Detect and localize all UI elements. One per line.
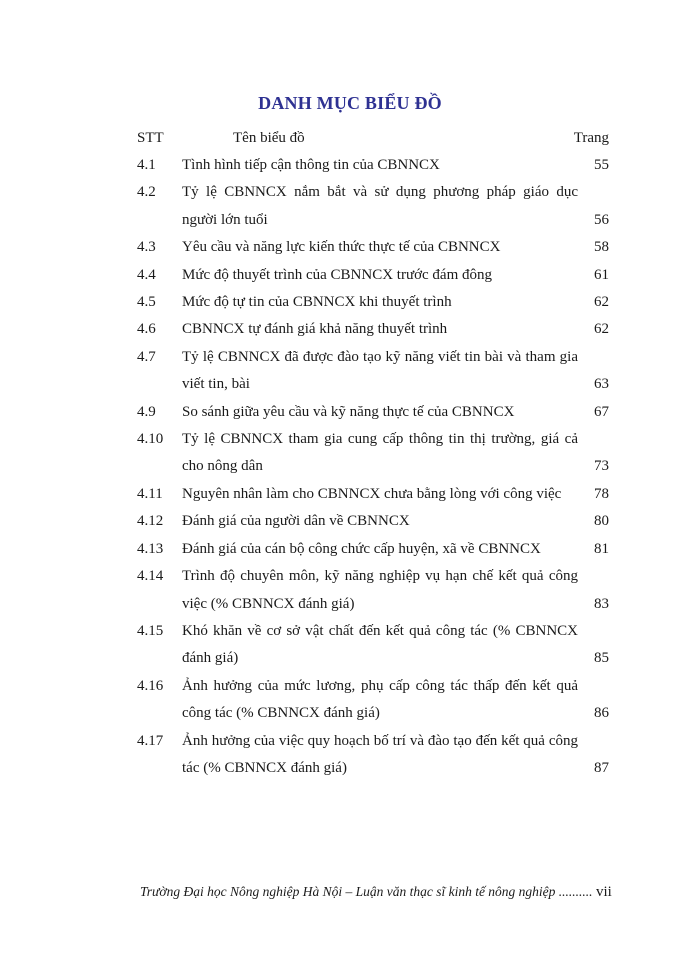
list-item [0, 152, 700, 179]
list-item [0, 618, 700, 673]
chart-title-line: Tình hình tiếp cận thông tin của CBNNCX [182, 157, 440, 173]
footer-page-number: vii [595, 884, 612, 900]
chart-title-line: Ảnh hưởng của mức lương, phụ cấp công tác thấp đến kết quả [182, 677, 578, 694]
chart-title [182, 234, 578, 261]
chart-title [182, 344, 578, 399]
list-item [0, 508, 700, 535]
chart-page-number: 62 [594, 321, 609, 338]
table-header [0, 130, 700, 150]
chart-title-line: đánh giá) [182, 650, 239, 667]
chart-page-number: 61 [594, 266, 609, 283]
chart-title [182, 618, 578, 673]
list-item [0, 289, 700, 316]
chart-page-number: 58 [594, 239, 609, 256]
chart-title [182, 536, 578, 563]
chart-title-line: tác (% CBNNCX đánh giá) [182, 759, 347, 776]
chart-title-line: việc (% CBNNCX đánh giá) [182, 595, 355, 612]
list-item [0, 262, 700, 289]
chart-page-number: 67 [594, 403, 609, 420]
list-item [0, 481, 700, 508]
chart-page-number: 83 [594, 595, 609, 612]
chart-list [0, 152, 700, 782]
chart-number: 4.6 [137, 321, 156, 338]
chart-number: 4.10 [137, 431, 164, 448]
chart-page-number: 78 [594, 485, 609, 502]
list-item [0, 563, 700, 618]
chart-page-number: 55 [594, 157, 609, 173]
chart-title-line: So sánh giữa yêu cầu và kỹ năng thực tế của CBNNCX [182, 403, 515, 420]
chart-title [182, 289, 578, 316]
chart-title-line: Ảnh hưởng của việc quy hoạch bố trí và đào tạo đến kết quả công [182, 732, 578, 749]
chart-title-line: Yêu cầu và năng lực kiến thức thực tế của CBNNCX [182, 239, 501, 256]
chart-title [182, 152, 578, 179]
chart-number: 4.5 [137, 294, 156, 311]
header-stt: STT [137, 130, 164, 146]
list-item [0, 728, 700, 783]
page-title: DANH MỤC BIỂU ĐỒ [258, 93, 442, 113]
chart-title-line: Mức độ thuyết trình của CBNNCX trước đám đông [182, 266, 492, 283]
chart-title [182, 316, 578, 343]
list-item [0, 426, 700, 481]
chart-number: 4.12 [137, 513, 164, 530]
chart-title-line: viết tin, bài [182, 376, 250, 393]
chart-page-number: 86 [594, 705, 609, 722]
chart-title-line: Tỷ lệ CBNNCX nắm bắt và sử dụng phương pháp giáo dục [182, 184, 578, 201]
chart-title-line: Khó khăn về cơ sở vật chất đến kết quả công tác (% CBNNCX [182, 622, 578, 639]
chart-number: 4.2 [137, 184, 156, 201]
chart-title-line: Tỷ lệ CBNNCX tham gia cung cấp thông tin thị trường, giá cả [182, 431, 578, 448]
chart-title [182, 673, 578, 728]
footer-text: Trường Đại học Nông nghiệp Hà Nội – Luận văn thạc sĩ kinh tế nông nghiệp .......... [140, 884, 593, 899]
list-item [0, 344, 700, 399]
chart-page-number: 87 [594, 759, 609, 776]
list-item [0, 179, 700, 234]
chart-number: 4.4 [137, 266, 156, 283]
chart-number: 4.1 [137, 157, 156, 173]
chart-page-number: 85 [594, 650, 609, 667]
chart-title-line: Trình độ chuyên môn, kỹ năng nghiệp vụ hạn chế kết quả công [182, 568, 578, 585]
chart-title [182, 481, 578, 508]
chart-title [182, 728, 578, 783]
chart-title-line: Đánh giá của người dân về CBNNCX [182, 513, 410, 530]
chart-title [182, 179, 578, 234]
header-page: Trang [573, 130, 609, 146]
list-item [0, 234, 700, 261]
chart-number: 4.3 [137, 239, 156, 256]
chart-page-number: 63 [594, 376, 609, 393]
list-item [0, 316, 700, 343]
chart-number: 4.11 [137, 485, 163, 502]
list-item [0, 536, 700, 563]
chart-number: 4.13 [137, 540, 164, 557]
chart-title [182, 399, 578, 426]
chart-title-line: Đánh giá của cán bộ công chức cấp huyện, xã về CBNNCX [182, 540, 541, 557]
chart-title [182, 262, 578, 289]
chart-title-line: người lớn tuổi [182, 211, 268, 228]
chart-page-number: 80 [594, 513, 609, 530]
list-item [0, 673, 700, 728]
chart-number: 4.17 [137, 732, 164, 749]
chart-title-line: công tác (% CBNNCX đánh giá) [182, 705, 380, 722]
list-item [0, 399, 700, 426]
header-chart-name: Tên biểu đồ [233, 130, 305, 146]
chart-title-line: CBNNCX tự đánh giá khả năng thuyết trình [182, 321, 448, 338]
chart-title-line: Tỷ lệ CBNNCX đã được đào tạo kỹ năng viết tin bài và tham gia [182, 348, 578, 365]
chart-title [182, 426, 578, 481]
chart-title-line: Nguyên nhân làm cho CBNNCX chưa bằng lòng với công việc [182, 485, 562, 502]
page-footer [140, 884, 612, 901]
chart-title [182, 508, 578, 535]
chart-number: 4.9 [137, 403, 156, 420]
chart-page-number: 56 [594, 211, 609, 228]
chart-title [182, 563, 578, 618]
chart-page-number: 62 [594, 294, 609, 311]
chart-title-line: cho nông dân [182, 458, 263, 475]
chart-page-number: 81 [594, 540, 609, 557]
chart-number: 4.7 [137, 348, 156, 365]
chart-number: 4.16 [137, 677, 164, 694]
chart-number: 4.15 [137, 622, 164, 639]
chart-title-line: Mức độ tự tin của CBNNCX khi thuyết trình [182, 294, 452, 311]
chart-page-number: 73 [594, 458, 609, 475]
chart-number: 4.14 [137, 568, 164, 585]
